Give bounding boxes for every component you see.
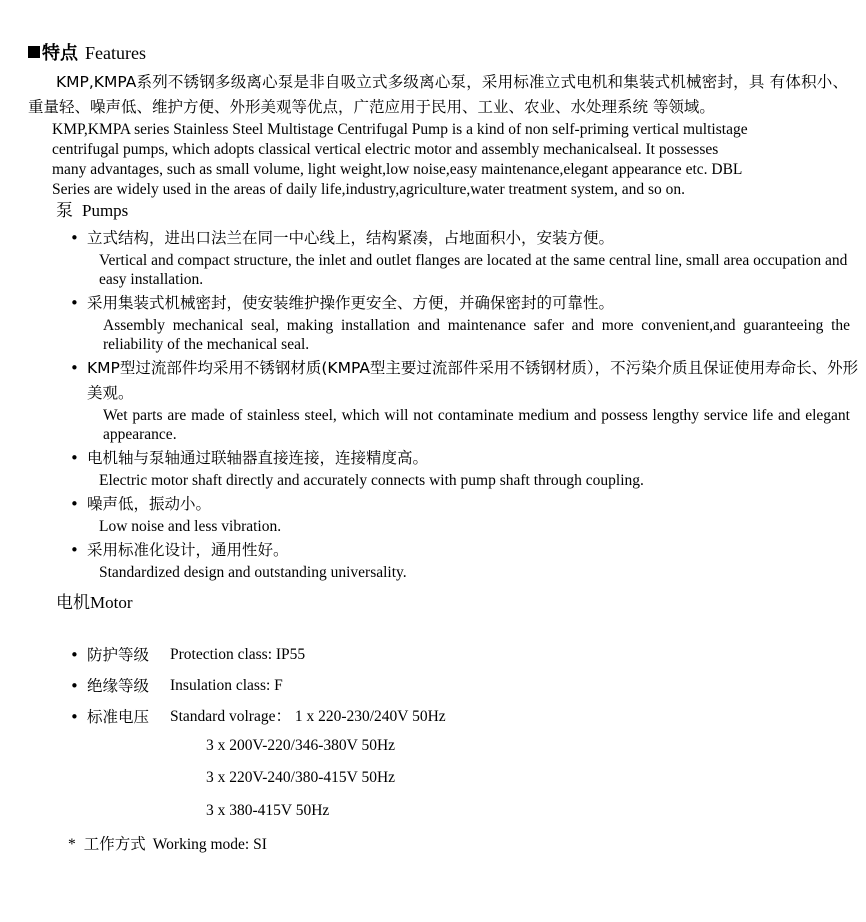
- pump-item-cn-2: 采用集装式机械密封，使安装维护操作更安全、方便，并确保密封的可靠性。: [87, 294, 615, 312]
- features-heading-en: Features: [85, 43, 146, 63]
- bullet-dot-icon: •: [70, 646, 79, 664]
- intro-en-line-1: KMP,KMPA series Stainless Steel Multistage Centrifugal Pump is a kind of non self-priming vertical multistage: [52, 121, 748, 138]
- motor-spec-list: [70, 644, 850, 737]
- intro-paragraph-en: [52, 120, 832, 200]
- square-bullet-icon: [28, 46, 40, 58]
- voltage-option-2: 3 x 200V-220/346-380V 50Hz: [206, 737, 396, 754]
- pump-item-cn-6: 采用标准化设计，通用性好。: [87, 541, 289, 559]
- motor-title-en: Motor: [90, 593, 133, 612]
- working-mode-en: Working mode: SI: [152, 836, 267, 853]
- list-item: [70, 446, 860, 490]
- list-item: [70, 675, 850, 706]
- bullet-dot-icon: •: [70, 359, 79, 377]
- voltage-option-3: 3 x 220V-240/380-415V 50Hz: [206, 769, 396, 786]
- features-heading: [28, 44, 146, 65]
- pump-item-en-4: Electric motor shaft directly and accurately connects with pump shaft through coupling.: [99, 472, 644, 489]
- bullet-dot-icon: •: [70, 541, 79, 559]
- motor-item-cn-2: 绝缘等级: [87, 677, 150, 695]
- pump-item-cn-4: 电机轴与泵轴通过联轴器直接连接，连接精度高。: [87, 449, 429, 467]
- voltage-option-4: 3 x 380-415V 50Hz: [206, 802, 330, 819]
- pump-item-en-3: Wet parts are made of stainless steel, which will not contaminate medium and possess lengthy service life and elegant appearance.: [103, 407, 850, 443]
- pump-item-en-2: Assembly mechanical seal, making installation and maintenance safer and more convenient,and guaranteeing the reliability of the mechanical seal.: [103, 317, 850, 353]
- intro-en-line-4: Series are widely used in the areas of daily life,industry,agriculture,water treatment system, and so on.: [52, 181, 686, 198]
- pumps-title-cn: 泵: [56, 201, 73, 221]
- intro-en-line-2: centrifugal pumps, which adopts classical vertical electric motor and assembly mechanicalseal. It possesses: [52, 141, 719, 158]
- working-mode-cn: 工作方式: [83, 835, 146, 853]
- pumps-feature-list: [70, 226, 860, 584]
- pumps-section-title: [56, 196, 128, 221]
- pump-item-en-6: Standardized design and outstanding universality.: [99, 564, 407, 581]
- bullet-dot-icon: •: [70, 294, 79, 312]
- pump-item-cn-3: KMP型过流部件均采用不锈钢材质(KMPA型主要过流部件采用不锈钢材质），不污染介质且保证使用寿命长、外形美观。: [87, 359, 859, 402]
- motor-section-title: [56, 588, 133, 613]
- motor-item-en-1: Protection class: IP55: [170, 646, 306, 663]
- list-item: [70, 538, 860, 582]
- bullet-dot-icon: •: [70, 495, 79, 513]
- bullet-dot-icon: •: [70, 449, 79, 467]
- pump-item-cn-5: 噪声低，振动小。: [87, 495, 212, 513]
- pump-item-en-1: Vertical and compact structure, the inlet and outlet flanges are located at the same central line, small area occupation and easy installation.: [99, 252, 848, 288]
- motor-item-cn-3: 标准电压: [87, 708, 150, 726]
- list-item: [70, 492, 860, 536]
- asterisk-icon: *: [68, 836, 76, 853]
- motor-title-cn: 电机: [56, 593, 90, 613]
- list-item: [70, 291, 860, 354]
- bullet-dot-icon: •: [70, 677, 79, 695]
- working-mode-row: [68, 832, 267, 854]
- motor-item-en-2: Insulation class: F: [170, 677, 283, 694]
- list-item: [70, 356, 860, 444]
- bullet-dot-icon: •: [70, 229, 79, 247]
- pumps-title-en: Pumps: [82, 201, 129, 220]
- list-item: [70, 226, 860, 289]
- motor-item-en-3: Standard volrage： 1 x 220-230/240V 50Hz: [170, 708, 446, 725]
- pump-item-en-5: Low noise and less vibration.: [99, 518, 282, 535]
- motor-item-cn-1: 防护等级: [87, 646, 150, 664]
- intro-en-line-3: many advantages, such as small volume, light weight,low noise,easy maintenance,elegant appearance etc. DBL: [52, 161, 743, 178]
- list-item: [70, 644, 850, 675]
- bullet-dot-icon: •: [70, 708, 79, 726]
- intro-paragraph-cn: KMP,KMPA系列不锈钢多级离心泵是非自吸立式多级离心泵，采用标准立式电机和集装式机械密封，具 有体积小、重量轻、噪声低、维护方便、外形美观等优点，广范应用于民用、工业、农业、水处理系统 等领域。: [28, 73, 848, 116]
- list-item: [70, 706, 850, 737]
- features-heading-cn: 特点: [42, 43, 78, 64]
- pump-item-cn-1: 立式结构，进出口法兰在同一中心线上，结构紧凑，占地面积小，安装方便。: [87, 229, 615, 247]
